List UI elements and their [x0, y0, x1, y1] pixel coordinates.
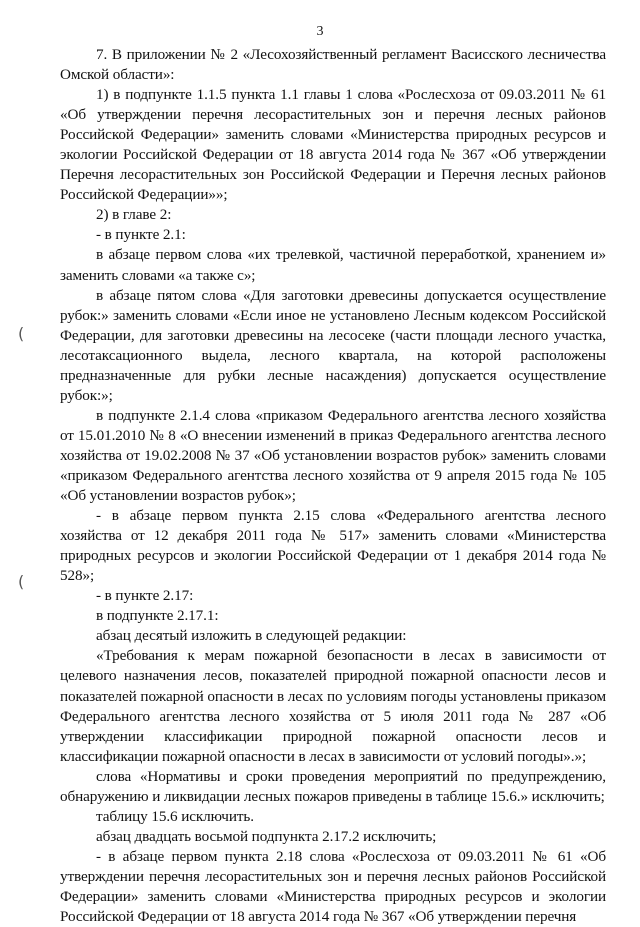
paragraph-abzac-1: в абзаце первом слова «их трелевкой, частичной переработкой, хранением и» заменить словами «а также с»; — [60, 246, 606, 284]
document-body — [60, 45, 606, 927]
page-number: 3 — [316, 24, 324, 39]
paragraph-abzac-28: абзац двадцать восьмой подпункта 2.17.2 исключить; — [96, 827, 437, 845]
paragraph-2-15: - в абзаце первом пункта 2.15 слова «Федерального агентства лесного хозяйства от 12 декабря 2011 года № 517» заменить словами «Министерства природных ресурсов и экологии Российской Федерации от 1 декабря 2014 года № 528»; — [60, 507, 606, 585]
paragraph-1-1-5: 1) в подпункте 1.1.5 пункта 1.1 главы 1 слова «Рослесхоза от 09.03.2011 № 61 «Об утверждении перечня лесорастительных зон и перечня лесных районов Российской Федерации» заменить словами «Министерства природных ресурсов и экологии Российской Федерации от 18 августа 2014 года № 367 «Об утверждении Перечня лесорастительных зон Российской Федерации и Перечня лесных районов Российской Федерации»»; — [60, 86, 606, 204]
hole-punch-mark: ( — [18, 324, 25, 343]
paragraph-2-18: - в абзаце первом пункта 2.18 слова «Рослесхоза от 09.03.2011 № 61 «Об утверждении перечня лесорастительных зон и перечня лесных районов Российской Федерации» заменить словами «Министерства природных ресурсов и экологии Российской Федерации от 18 августа 2014 года № 367 «Об утверждении перечня — [60, 847, 606, 926]
paragraph-2-17-1: в подпункте 2.17.1: — [96, 607, 219, 625]
paragraph-2-1-4: в подпункте 2.1.4 слова «приказом Федерального агентства лесного хозяйства от 15.01.2010 № 8 «О внесении изменений в приказ Федерального агентства лесного хозяйства от 19.02.2008 № 37 «Об установлении возрастов рубок» заменить словами «приказом Федерального агентства лесного хозяйства от 9 апреля 2015 года № 105 «Об установлении возрастов рубок»; — [60, 406, 606, 505]
paragraph-point-2-1: - в пункте 2.1: — [96, 226, 186, 244]
paragraph-abzac-5: в абзаце пятом слова «Для заготовки древесины допускается осуществление рубок:» заменить словами «Если иное не установлено Лесным кодексом Российской Федерации, для заготовки древесины на лесосеке (части площади лесного участка, лесотаксационного выдела, лесного квартала, на которой расположены предназначенные для рубки лесные насаждения) допускается осуществление рубок:»; — [60, 286, 606, 404]
paragraph-table-remove: таблицу 15.6 исключить. — [96, 807, 254, 825]
hole-punch-mark: ( — [18, 572, 25, 591]
paragraph-requirements-quote: «Требования к мерам пожарной безопасности в лесах в зависимости от целевого назначения лесов, показателей природной пожарной опасности лесов и показателей пожарной опасности в лесах по условиям погоды установлены приказом Федерального агентства лесного хозяйства от 5 июля 2011 года № 287 «Об утверждении классификации природной пожарной опасности лесов и классификации пожарной опасности в лесах в зависимости от условий погоды».»; — [60, 647, 606, 765]
paragraph-chapter-2: 2) в главе 2: — [96, 206, 172, 224]
paragraph-abzac-10: абзац десятый изложить в следующей редакции: — [96, 627, 407, 645]
paragraph-norms-remove: слова «Нормативы и сроки проведения мероприятий по предупреждению, обнаружению и ликвидации лесных пожаров приведены в таблице 15.6.» исключить; — [60, 767, 606, 805]
paragraph-point-2-17: - в пункте 2.17: — [96, 587, 194, 605]
paragraph-7-heading: 7. В приложении № 2 «Лесохозяйственный регламент Васисского лесничества Омской области»: — [60, 46, 606, 84]
